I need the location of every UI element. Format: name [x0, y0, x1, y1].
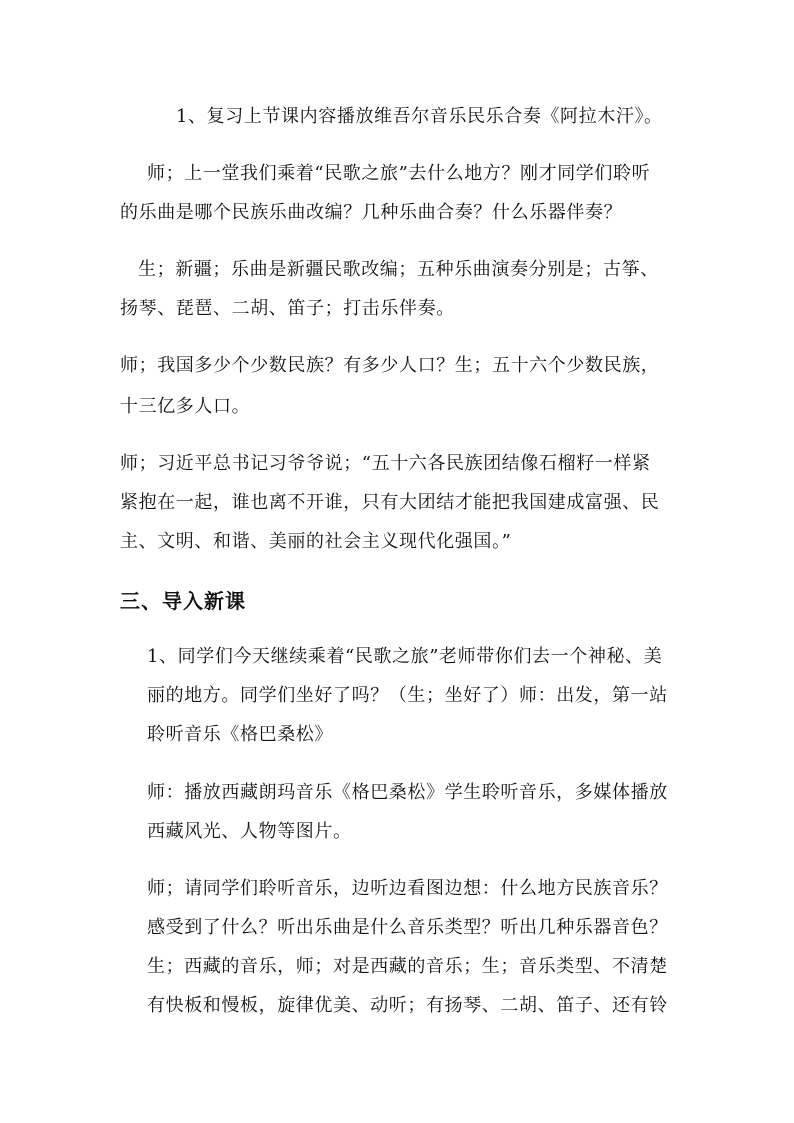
teacher-quote-line-1: 师；习近平总书记习爷爷说；“五十六各民族团结像石榴籽一样紧	[120, 453, 651, 474]
teacher-question-2-line-1: 师；我国多少个少数民族？有多少人口？生；五十六个少数民族，	[120, 355, 660, 376]
play-instruction-line-1: 师：播放西藏朗玛音乐《格巴桑松》学生聆听音乐，多媒体播放	[147, 782, 668, 803]
listening-prompt-line-2: 感受到了什么？听出乐曲是什么音乐类型？听出几种乐器音色？	[147, 917, 668, 938]
teacher-question-2-line-2: 十三亿多人口。	[120, 396, 251, 417]
teacher-question-1-line-1: 师；上一堂我们乘着“民歌之旅”去什么地方？刚才同学们聆听	[147, 163, 651, 184]
section3-item-1-line-3: 聆听音乐《格巴桑松》	[147, 724, 333, 745]
teacher-quote-line-3: 主、文明、和谐、美丽的社会主义现代化强国。”	[120, 531, 512, 552]
teacher-quote-line-2: 紧抱在一起，谁也离不开谁，只有大团结才能把我国建成富强、民	[120, 492, 660, 513]
student-answer-1-line-1: 生；新疆；乐曲是新疆民歌改编；五种乐曲演奏分别是；古筝、	[138, 259, 659, 280]
play-instruction-line-2: 西藏风光、人物等图片。	[147, 821, 352, 842]
listening-prompt-line-4: 有快板和慢板，旋律优美、动听；有扬琴、二胡、笛子、还有铃	[147, 995, 668, 1016]
review-item-1: 1、复习上节课内容播放维吾尔音乐民乐合奏《阿拉木汗》。	[176, 106, 663, 127]
section3-item-1-line-2: 丽的地方。同学们坐好了吗？（生；坐好了）师：出发，第一站	[147, 685, 668, 706]
teacher-question-1-line-2: 的乐曲是哪个民族乐曲改编？几种乐曲合奏？什么乐器伴奏？	[120, 202, 623, 223]
section3-item-1-line-1: 1、同学们今天继续乘着“民歌之旅”老师带你们去一个神秘、美	[147, 646, 663, 667]
student-answer-1-line-2: 扬琴、琵琶、二胡、笛子；打击乐伴奏。	[120, 298, 455, 319]
listening-prompt-line-1: 师；请同学们聆听音乐，边听边看图边想：什么地方民族音乐？	[147, 878, 668, 899]
listening-prompt-line-3: 生；西藏的音乐，师；对是西藏的音乐；生；音乐类型、不清楚	[147, 956, 668, 977]
section-heading: 三、导入新课	[120, 589, 246, 613]
